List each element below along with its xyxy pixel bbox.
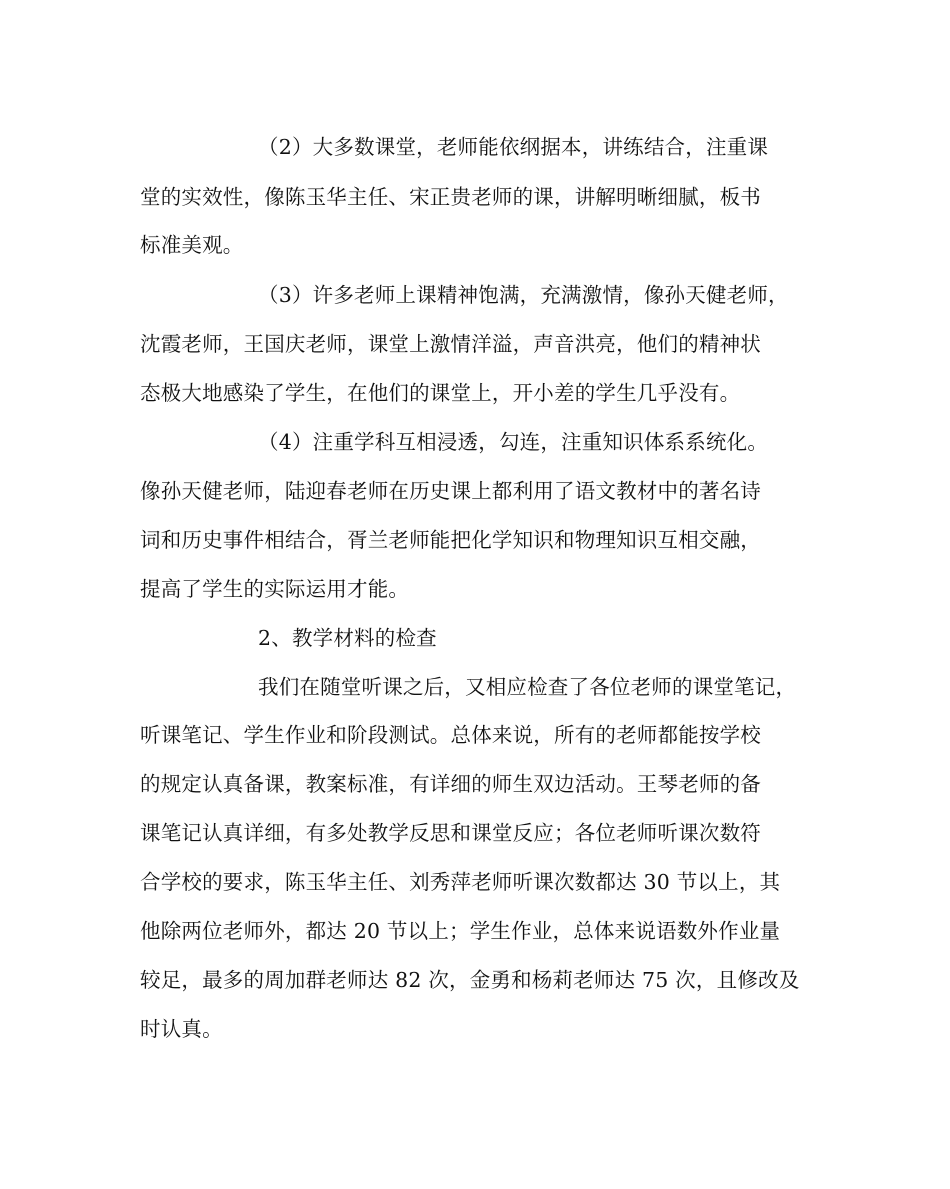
text-line: 像孙天健老师，陆迎春老师在历史课上都利用了语文教材中的著名诗: [140, 479, 761, 503]
text-line: 堂的实效性，像陈玉华主任、宋正贵老师的课，讲解明晰细腻，板书: [140, 185, 761, 209]
text-line: 词和历史事件相结合，胥兰老师能把化学知识和物理知识互相交融，: [140, 528, 761, 552]
text-line: 时认真。: [140, 1017, 223, 1041]
text-line: 他除两位老师外，都达 20 节以上；学生作业，总体来说语数外作业量: [140, 919, 781, 943]
text-line: 的规定认真备课，教案标准，有详细的师生双边活动。王琴老师的备: [140, 772, 761, 796]
text-line: 听课笔记、学生作业和阶段测试。总体来说，所有的老师都能按学校: [140, 723, 761, 747]
section-heading: 2、教学材料的检查: [258, 626, 437, 650]
text-line: 我们在随堂听课之后，又相应检查了各位老师的课堂笔记，: [258, 675, 797, 699]
text-line: （4）注重学科互相浸透，勾连，注重知识体系系统化。: [258, 430, 769, 454]
text-line: 沈霞老师，王国庆老师，课堂上激情洋溢，声音洪亮，他们的精神状: [140, 332, 761, 356]
text-line: （2）大多数课堂，老师能依纲据本，讲练结合，注重课: [258, 135, 769, 159]
text-line: 标准美观。: [140, 233, 244, 257]
text-line: 态极大地感染了学生，在他们的课堂上，开小差的学生几乎没有。: [140, 381, 741, 405]
text-line: 较足，最多的周加群老师达 82 次，金勇和杨莉老师达 75 次，且修改及: [140, 968, 800, 992]
text-line: （3）许多老师上课精神饱满，充满激情，像孙天健老师，: [258, 283, 789, 307]
text-line: 提高了学生的实际运用才能。: [140, 577, 410, 601]
text-line: 合学校的要求，陈玉华主任、刘秀萍老师听课次数都达 30 节以上，其: [140, 870, 781, 894]
text-line: 课笔记认真详细，有多处教学反思和课堂反应；各位老师听课次数符: [140, 821, 761, 845]
